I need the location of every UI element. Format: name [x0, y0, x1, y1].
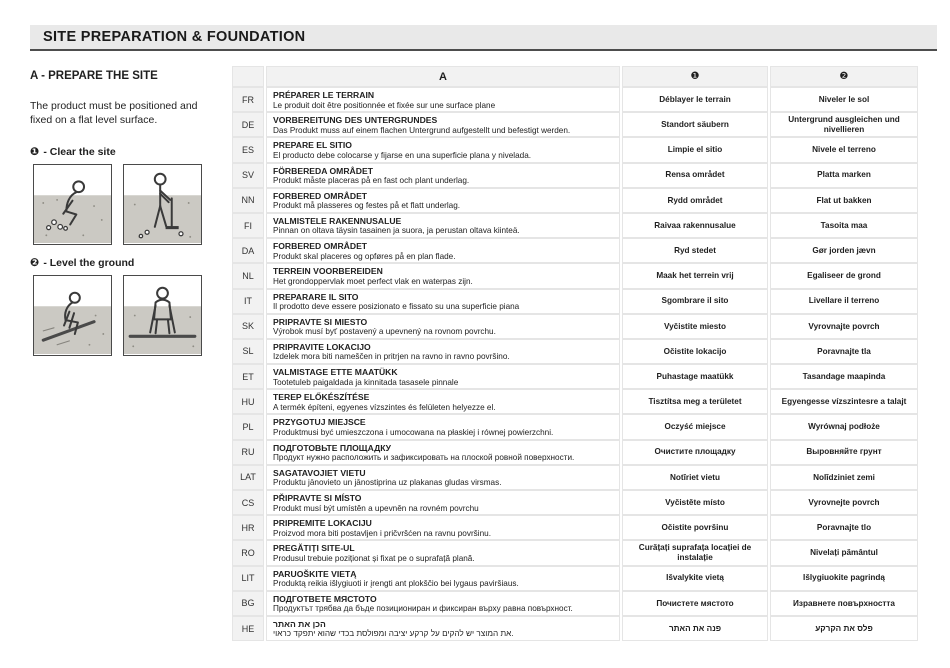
step1-cell: Почистете мястото: [622, 591, 768, 616]
table-row: [232, 490, 918, 515]
step2-cell: Vyrovnajte povrch: [770, 314, 918, 339]
step1-cell: Raivaa rakennusalue: [622, 213, 768, 238]
instruction-title: הכן את האתר: [273, 618, 326, 629]
table-row: [232, 515, 918, 540]
table-row: [232, 289, 918, 314]
table-row: [232, 238, 918, 263]
instruction-title: PRIPRAVITE LOKACIJO: [273, 341, 371, 352]
instruction-title: ПОДГОТОВЬТЕ ПЛОЩАДКУ: [273, 442, 392, 453]
language-code: LIT: [232, 566, 264, 591]
table-row: [232, 566, 918, 591]
step2-cell: Wyrównaj podłoże: [770, 414, 918, 439]
step1-cell: Rensa området: [622, 163, 768, 188]
instruction-cell: [266, 87, 620, 112]
header-step2-icon: ❷: [770, 66, 918, 87]
step2-cell: Egyengesse vízszintesre a talajt: [770, 389, 918, 414]
instruction-cell: [266, 616, 620, 641]
instruction-cell: [266, 263, 620, 288]
language-code: FR: [232, 87, 264, 112]
step2-cell: Nivele el terreno: [770, 137, 918, 162]
step2-cell: Livellare il terreno: [770, 289, 918, 314]
language-code: DA: [232, 238, 264, 263]
step1-cell: Oczyść miejsce: [622, 414, 768, 439]
instruction-title: PŘIPRAVTE SI MÍSTO: [273, 493, 362, 503]
step1-cell: Sgombrare il sito: [622, 289, 768, 314]
leveling-board-illustration: [123, 275, 202, 356]
instruction-cell: [266, 591, 620, 616]
instruction-title: PRÉPARER LE TERRAIN: [273, 90, 375, 100]
instruction-title: PRIPRAVTE SI MIESTO: [273, 316, 368, 327]
table-row: [232, 414, 918, 439]
language-code: SK: [232, 314, 264, 339]
instruction-title: FORBERED OMRÅDET: [273, 190, 368, 201]
language-code: IT: [232, 289, 264, 314]
instruction-desc: Produsul trebuie poziționat și fixat pe o suprafață plană.: [273, 553, 475, 563]
table-row: [232, 389, 918, 414]
instruction-cell: [266, 414, 620, 439]
screeding-board-illustration: [33, 275, 112, 356]
instruction-cell: [266, 339, 620, 364]
language-code: BG: [232, 591, 264, 616]
section-title: A - PREPARE THE SITE: [30, 70, 158, 82]
instruction-desc: Produktu jānovieto un jānostiprina uz plakanas gludas virsmas.: [273, 478, 502, 488]
left-panel: [30, 70, 230, 368]
language-code: HE: [232, 616, 264, 641]
page-title: SITE PREPARATION & FOUNDATION: [43, 29, 306, 45]
translations-table: [232, 66, 918, 641]
header-step1-icon: ❶: [622, 66, 768, 87]
instruction-title: VALMISTELE RAKENNUSALUE: [273, 215, 402, 226]
instruction-desc: Produkt skal placeres og opføres på en plan flade.: [273, 251, 456, 261]
table-header-row: [232, 66, 918, 87]
instruction-desc: Produktą reikia išlygiuoti ir įrengti ant plokščio bei lygaus paviršiaus.: [273, 579, 519, 589]
instruction-cell: [266, 440, 620, 465]
step2-cell: Egaliseer de grond: [770, 263, 918, 288]
instruction-desc: Le produit doit être positionnée et fixée sur une surface plane: [273, 100, 496, 110]
table-row: [232, 188, 918, 213]
instruction-desc: Proizvod mora biti postavljen i pričvršćen na ravnu površinu.: [273, 528, 491, 538]
language-code: NN: [232, 188, 264, 213]
table-body: [232, 87, 918, 641]
language-code: CS: [232, 490, 264, 515]
step1-cell: Notīriet vietu: [622, 465, 768, 490]
instruction-cell: [266, 490, 620, 515]
raking-ground-drawing: [124, 165, 201, 244]
instruction-desc: Produkt må plasseres og festes på et flatt underlag.: [273, 201, 461, 211]
step1-cell: Ryd stedet: [622, 238, 768, 263]
instruction-cell: [266, 238, 620, 263]
table-row: [232, 213, 918, 238]
instruction-cell: [266, 314, 620, 339]
language-code: ES: [232, 137, 264, 162]
instruction-title: VALMISTAGE ETTE MAATÜKK: [273, 367, 398, 378]
intro-text: The product must be positioned and fixed on a flat level surface.: [30, 100, 198, 126]
instruction-title: TERREIN VOORBEREIDEN: [273, 266, 383, 277]
step1-cell: Очистите площадку: [622, 440, 768, 465]
step2-cell: Tasandage maapinda: [770, 364, 918, 389]
instruction-desc: Izdelek mora biti nameščen in pritrjen na ravno in ravno površino.: [273, 352, 510, 362]
instruction-cell: [266, 188, 620, 213]
instruction-cell: [266, 163, 620, 188]
instruction-title: PREPARE EL SITIO: [273, 140, 352, 151]
instruction-desc: את המוצר יש להקים על קרקע יציבה ומפולסת בכדי שהוא יתפקד כראוי.: [273, 629, 514, 639]
instruction-title: SAGATAVOJIET VIETU: [273, 467, 366, 478]
step2-cell: Flat ut bakken: [770, 188, 918, 213]
language-code: PL: [232, 414, 264, 439]
step1-cell: Očistite površinu: [622, 515, 768, 540]
step-1-label: [30, 146, 230, 158]
table-row: [232, 163, 918, 188]
step1-cell: פנה את האתר: [622, 616, 768, 641]
step-2-text: - Level the ground: [43, 257, 135, 269]
screeding-board-drawing: [34, 276, 111, 355]
step2-cell: Nolīdziniet zemi: [770, 465, 918, 490]
picking-stones-illustration: [33, 164, 112, 245]
instruction-title: TEREP ELŐKÉSZÍTÉSE: [273, 392, 370, 403]
step2-cell: Nivelați pământul: [770, 540, 918, 565]
step2-cell: Vyrovnejte povrch: [770, 490, 918, 515]
instruction-title: PRZYGOTUJ MIEJSCE: [273, 417, 366, 428]
instruction-cell: [266, 465, 620, 490]
step1-cell: Puhastage maatükk: [622, 364, 768, 389]
raking-ground-illustration: [123, 164, 202, 245]
table-row: [232, 440, 918, 465]
instruction-title: ПОДГОТВЕТЕ МЯСТОТО: [273, 593, 377, 604]
step2-cell: Platta marken: [770, 163, 918, 188]
step1-cell: Očistite lokacijo: [622, 339, 768, 364]
language-code: ET: [232, 364, 264, 389]
table-row: [232, 616, 918, 641]
step2-cell: Untergrund ausgleichen und nivellieren: [770, 112, 918, 137]
instruction-title: PARUOŠKITE VIETĄ: [273, 568, 357, 579]
language-code: DE: [232, 112, 264, 137]
page-title-bar: [30, 25, 937, 51]
table-row: [232, 364, 918, 389]
leveling-board-drawing: [124, 276, 201, 355]
step1-cell: Tisztítsa meg a területet: [622, 389, 768, 414]
step-2-number-icon: ❷: [30, 256, 40, 269]
step2-cell: פלס את הקרקע: [770, 616, 918, 641]
language-code: FI: [232, 213, 264, 238]
table-row: [232, 112, 918, 137]
instruction-cell: [266, 213, 620, 238]
step1-cell: Déblayer le terrain: [622, 87, 768, 112]
instruction-desc: Produkt musí být umístěn a upevněn na rovném povrchu: [273, 503, 479, 513]
step2-cell: Выровняйте грунт: [770, 440, 918, 465]
step2-cell: Poravnajte tlo: [770, 515, 918, 540]
table-row: [232, 540, 918, 565]
instruction-desc: El producto debe colocarse y fijarse en una superficie plana y nivelada.: [273, 150, 532, 160]
instruction-title: VORBEREITUNG DES UNTERGRUNDES: [273, 115, 438, 126]
step1-cell: Vyčistite miesto: [622, 314, 768, 339]
instruction-cell: [266, 540, 620, 565]
instruction-cell: [266, 515, 620, 540]
instruction-desc: Das Produkt muss auf einem flachen Untergrund aufgestellt und befestigt werden.: [273, 125, 571, 135]
step2-cell: Gør jorden jævn: [770, 238, 918, 263]
instruction-title: FÖRBEREDA OMRÅDET: [273, 165, 373, 176]
step-2-label: [30, 257, 230, 269]
instruction-desc: Продукт нужно расположить и зафиксировать на плоской ровной поверхности.: [273, 453, 575, 463]
step1-cell: Curățați suprafața locației de instalație: [622, 540, 768, 565]
step-2-illustrations: [33, 275, 230, 356]
instruction-title: PREPARARE IL SITO: [273, 291, 359, 302]
step1-cell: Maak het terrein vrij: [622, 263, 768, 288]
instruction-cell: [266, 137, 620, 162]
instruction-cell: [266, 112, 620, 137]
instruction-desc: Il prodotto deve essere posizionato e fissato su una superficie piana: [273, 302, 520, 311]
step2-cell: Изравнете повърхността: [770, 591, 918, 616]
instruction-desc: Tootetuleb paigaldada ja kinnitada tasasele pinnale: [273, 377, 459, 387]
instruction-cell: [266, 566, 620, 591]
step2-cell: Niveler le sol: [770, 87, 918, 112]
step2-cell: Poravnajte tla: [770, 339, 918, 364]
table-row: [232, 137, 918, 162]
language-code: RO: [232, 540, 264, 565]
instruction-cell: [266, 364, 620, 389]
step1-cell: Vyčistěte místo: [622, 490, 768, 515]
instruction-desc: Produkt måste placeras på en fast och plant underlag.: [273, 176, 470, 186]
step2-cell: Išlygiuokite pagrindą: [770, 566, 918, 591]
table-row: [232, 465, 918, 490]
instruction-title: PREGĂTIȚI SITE-UL: [273, 543, 355, 554]
step1-cell: Rydd området: [622, 188, 768, 213]
table-row: [232, 263, 918, 288]
step2-cell: Tasoita maa: [770, 213, 918, 238]
table-row: [232, 314, 918, 339]
header-language-cell: [232, 66, 264, 87]
step1-cell: Išvalykite vietą: [622, 566, 768, 591]
language-code: HU: [232, 389, 264, 414]
table-row: [232, 339, 918, 364]
language-code: HR: [232, 515, 264, 540]
language-code: SL: [232, 339, 264, 364]
instruction-desc: Výrobok musí byť postavený a upevnený na rovnom povrchu.: [273, 327, 496, 337]
instruction-title: PRIPREMITE LOKACIJU: [273, 518, 372, 529]
step1-cell: Limpie el sitio: [622, 137, 768, 162]
table-row: [232, 87, 918, 112]
step-1-illustrations: [33, 164, 230, 245]
language-code: NL: [232, 263, 264, 288]
language-code: SV: [232, 163, 264, 188]
instruction-desc: Het grondoppervlak moet perfect vlak en waterpas zijn.: [273, 276, 473, 286]
step-1-number-icon: ❶: [30, 145, 40, 158]
step-1-text: - Clear the site: [43, 146, 116, 158]
instruction-title: FORBERED OMRÅDET: [273, 241, 368, 252]
picking-stones-drawing: [34, 165, 111, 244]
instruction-desc: A termék építeni, egyenes vízszintes és felületen helyezze el.: [273, 402, 496, 412]
instruction-desc: Produktmusi być umieszczona i umocowana na płaskiej i równej powierzchni.: [273, 427, 554, 437]
instruction-desc: Продуктът трябва да бъде позициониран и фиксиран върху равна повърхност.: [273, 604, 573, 614]
instruction-cell: [266, 389, 620, 414]
instruction-desc: Pinnan on oltava täysin tasainen ja suora, ja perustan oltava kiinteä.: [273, 226, 520, 236]
language-code: RU: [232, 440, 264, 465]
language-code: LAT: [232, 465, 264, 490]
header-a-cell: A: [266, 66, 620, 87]
table-row: [232, 591, 918, 616]
instruction-cell: [266, 289, 620, 314]
step1-cell: Standort säubern: [622, 112, 768, 137]
